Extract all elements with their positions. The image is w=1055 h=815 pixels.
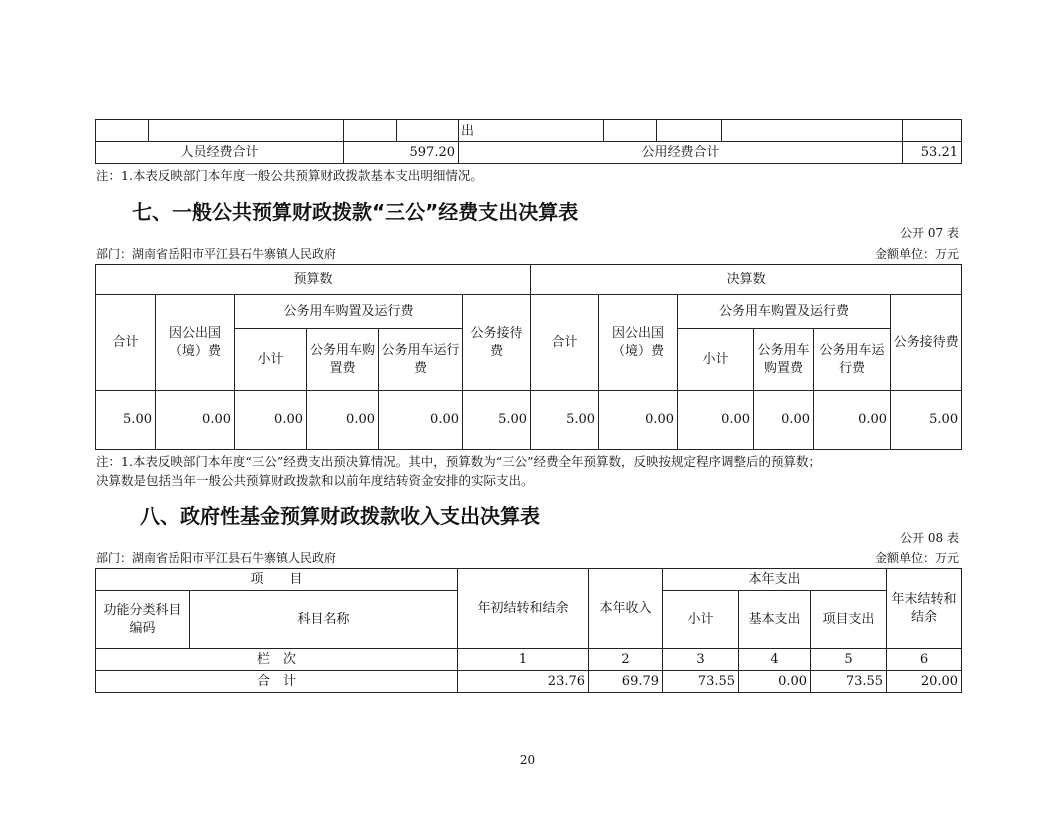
col-total: 合计	[531, 295, 599, 391]
value-cell: 5.00	[96, 391, 156, 450]
value-cell: 0.00	[678, 391, 754, 450]
row-index: 2	[589, 649, 663, 671]
total-value: 0.00	[739, 671, 811, 693]
value-cell: 0.00	[307, 391, 379, 450]
col-vehicle-operation: 公务用车运行费	[814, 329, 891, 391]
section7-note-line1: 注：1.本表反映部门本年度“三公”经费支出预决算情况。其中，预算数为“三公”经费全年预算数，反映按规定程序调整后的预算数；	[96, 454, 821, 469]
row-index: 4	[739, 649, 811, 671]
total-value: 73.55	[811, 671, 887, 693]
table-cell	[722, 120, 903, 142]
col-item: 项 目	[96, 569, 458, 591]
section8-form-no: 公开 08 表	[900, 531, 959, 545]
final-header: 决算数	[531, 265, 962, 295]
col-vehicle: 公务用车购置及运行费	[235, 295, 463, 329]
col-vehicle-operation: 公务用车运行费	[379, 329, 463, 391]
col-abroad: 因公出国（境）费	[156, 295, 235, 391]
section8-title: 八、政府性基金预算财政拨款收入支出决算表	[140, 504, 540, 528]
three-public-expense-table	[95, 264, 962, 450]
table-cell	[604, 120, 657, 142]
col-vehicle: 公务用车购置及运行费	[678, 295, 891, 329]
section7-unit: 金额单位：万元	[874, 247, 959, 261]
col-income: 本年收入	[589, 569, 663, 649]
col-reception: 公务接待费	[463, 295, 531, 391]
value-cell: 0.00	[379, 391, 463, 450]
col-vehicle-purchase: 公务用车购置费	[754, 329, 814, 391]
col-end-balance: 年末结转和结余	[887, 569, 962, 649]
section7-title: 七、一般公共预算财政拨款“三公”经费支出决算表	[132, 200, 579, 224]
col-name: 科目名称	[190, 591, 458, 649]
table6-note: 注：1.本表反映部门本年度一般公共预算财政拨款基本支出明细情况。	[96, 168, 483, 183]
basic-expense-table-tail	[95, 119, 962, 164]
table-cell	[397, 120, 459, 142]
row-index: 3	[663, 649, 739, 671]
col-begin-balance: 年初结转和结余	[458, 569, 589, 649]
table-cell	[657, 120, 722, 142]
value-cell: 0.00	[754, 391, 814, 450]
col-reception: 公务接待费	[891, 295, 962, 391]
personnel-total-value: 597.20	[344, 142, 459, 164]
value-cell: 5.00	[531, 391, 599, 450]
value-cell: 0.00	[599, 391, 678, 450]
table-cell	[344, 120, 397, 142]
value-cell: 0.00	[235, 391, 307, 450]
value-cell: 0.00	[814, 391, 891, 450]
value-cell: 5.00	[891, 391, 962, 450]
table-cell	[96, 120, 149, 142]
section7-form-no: 公开 07 表	[900, 226, 959, 240]
row-index: 1	[458, 649, 589, 671]
col-basic: 基本支出	[739, 591, 811, 649]
col-subtotal: 小计	[678, 329, 754, 391]
public-total-value: 53.21	[903, 142, 962, 164]
table-cell	[903, 120, 962, 142]
total-value: 23.76	[458, 671, 589, 693]
table-cell	[149, 120, 344, 142]
budget-header: 预算数	[96, 265, 531, 295]
section7-dept: 部门：湖南省岳阳市平江县石牛寨镇人民政府	[96, 247, 337, 261]
total-value: 73.55	[663, 671, 739, 693]
col-project: 项目支出	[811, 591, 887, 649]
col-abroad: 因公出国（境）费	[599, 295, 678, 391]
total-label: 合 计	[96, 671, 458, 693]
row-index: 5	[811, 649, 887, 671]
section7-note-line2: 决算数是包括当年一般公共预算财政拨款和以前年度结转资金安排的实际支出。	[96, 473, 534, 488]
gov-fund-table	[95, 568, 962, 693]
col-total: 合计	[96, 295, 156, 391]
value-cell: 5.00	[463, 391, 531, 450]
row-index: 6	[887, 649, 962, 671]
row-index-label: 栏 次	[96, 649, 458, 671]
personnel-total-label: 人员经费合计	[96, 142, 344, 164]
col-vehicle-purchase: 公务用车购置费	[307, 329, 379, 391]
col-code: 功能分类科目编码	[96, 591, 190, 649]
page-number: 20	[519, 753, 536, 767]
col-expense: 本年支出	[663, 569, 887, 591]
section8-dept: 部门：湖南省岳阳市平江县石牛寨镇人民政府	[96, 551, 337, 565]
col-subtotal: 小计	[663, 591, 739, 649]
col-subtotal: 小计	[235, 329, 307, 391]
total-value: 69.79	[589, 671, 663, 693]
table-cell: 出	[459, 120, 604, 142]
public-total-label: 公用经费合计	[459, 142, 903, 164]
section8-unit: 金额单位：万元	[874, 551, 959, 565]
total-value: 20.00	[887, 671, 962, 693]
value-cell: 0.00	[156, 391, 235, 450]
